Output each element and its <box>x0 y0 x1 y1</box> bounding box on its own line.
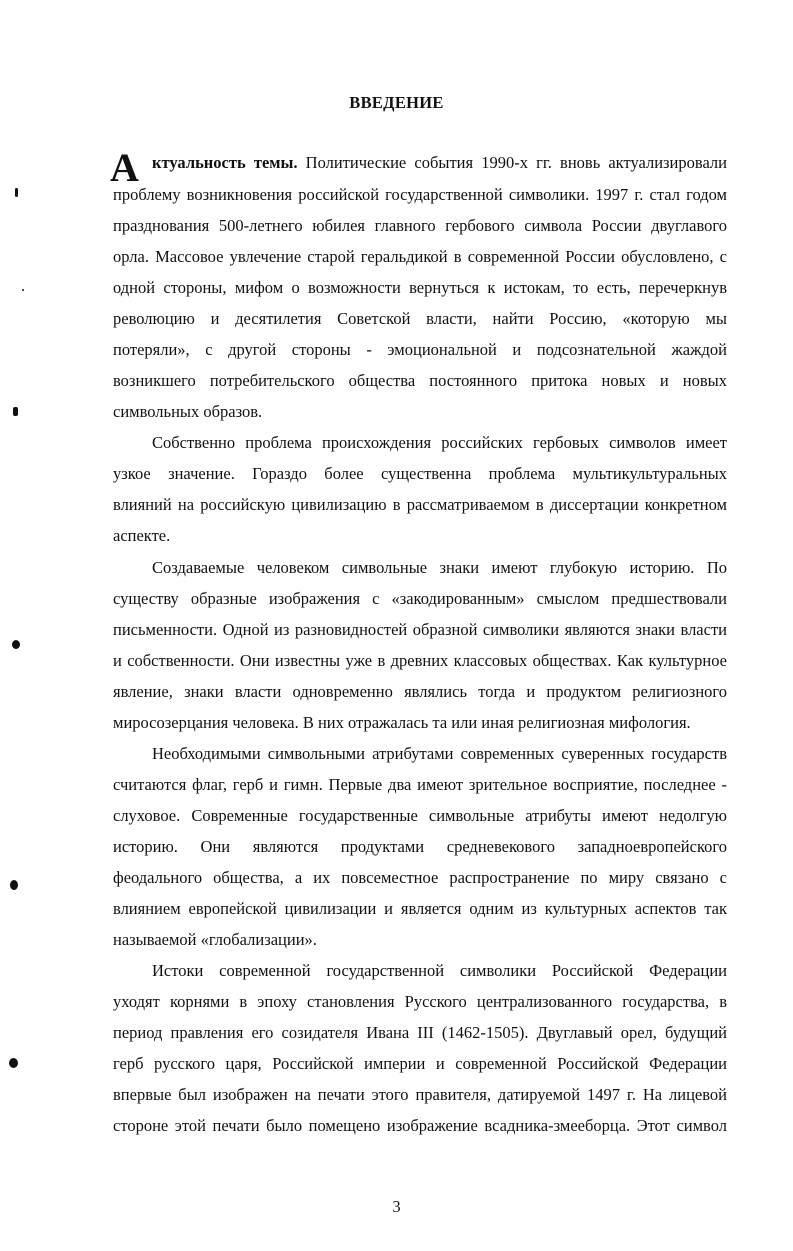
text-line: Собственно проблема происхождения российских гербовых символов имеет <box>152 433 727 452</box>
text-line: революцию и десятилетия Советской власти, найти Россию, «которую мы <box>113 309 727 328</box>
text-line: считаются флаг, герб и гимн. Первые два имеют зрительное восприятие, последнее - <box>113 775 727 794</box>
section-heading: ктуальность темы. <box>152 153 298 172</box>
first-line-text: Политические события 1990-х гг. вновь актуализировали <box>297 153 727 172</box>
text-line: влиянием европейской цивилизации и является одним из культурных аспектов так <box>113 899 727 918</box>
scan-mark <box>13 407 18 416</box>
text-line: явление, знаки власти одновременно являлись тогда и продуктом религиозного <box>113 682 727 701</box>
text-line: впервые был изображен на печати этого правителя, датируемой 1497 г. На лицевой <box>113 1085 727 1104</box>
text-line: герб русского царя, Российской империи и современной Российской Федерации <box>113 1054 727 1073</box>
scan-mark <box>12 640 20 649</box>
text-line: историю. Они являются продуктами средневекового западноевропейского <box>113 837 727 856</box>
text-line: орла. Массовое увлечение старой геральдикой в современной России обусловлено, с <box>113 247 727 266</box>
text-line: Необходимыми символьными атрибутами современных суверенных государств <box>152 744 727 763</box>
text-line: Создаваемые человеком символьные знаки имеют глубокую историю. По <box>152 558 727 577</box>
text-line: слуховое. Современные государственные символьные атрибуты имеют недолгую <box>113 806 727 825</box>
page-number: 3 <box>392 1197 401 1216</box>
text-line: узкое значение. Гораздо более существенна проблема мультикультуральных <box>113 464 727 483</box>
scan-mark <box>9 1058 18 1068</box>
drop-cap: А <box>110 145 139 190</box>
text-line: называемой «глобализации». <box>113 930 317 949</box>
scan-mark <box>10 880 18 890</box>
text-line: стороне этой печати было помещено изображение всадника-змееборца. Этот символ <box>113 1116 727 1135</box>
text-line: уходят корнями в эпоху становления Русского централизованного государства, в <box>113 992 727 1011</box>
text-line: период правления его созидателя Ивана III (1462-1505). Двуглавый орел, будущий <box>113 1023 727 1042</box>
text-line: феодального общества, а их повсеместное распространение по миру связано с <box>113 868 727 887</box>
text-line: потеряли», с другой стороны - эмоциональной и подсознательной жаждой <box>113 340 727 359</box>
text-line: и собственности. Они известны уже в древних классовых обществах. Как культурное <box>113 651 727 670</box>
text-line: миросозерцания человека. В них отражалась та или иная религиозная мифология. <box>113 713 691 732</box>
text-line: возникшего потребительского общества постоянного притока новых и новых <box>113 371 727 390</box>
text-line: проблему возникновения российской государственной символики. 1997 г. стал годом <box>113 185 727 204</box>
text-line: влияний на российскую цивилизацию в рассматриваемом в диссертации конкретном <box>113 495 727 514</box>
text-line: символьных образов. <box>113 402 263 421</box>
scan-mark <box>22 289 24 291</box>
text-line: празднования 500-летнего юбилея главного гербового символа России двуглавого <box>113 216 727 235</box>
scan-mark <box>15 188 18 197</box>
text-line: существу образные изображения с «закодированным» смыслом предшествовали <box>113 589 727 608</box>
text-line: аспекте. <box>113 526 171 545</box>
text-line: Истоки современной государственной символики Российской Федерации <box>152 961 727 980</box>
text-line: письменности. Одной из разновидностей образной символики являются знаки власти <box>113 620 727 639</box>
page-title: ВВЕДЕНИЕ <box>349 93 444 112</box>
text-line <box>152 153 727 173</box>
text-line: одной стороны, мифом о возможности вернуться к истокам, то есть, перечеркнув <box>113 278 727 297</box>
